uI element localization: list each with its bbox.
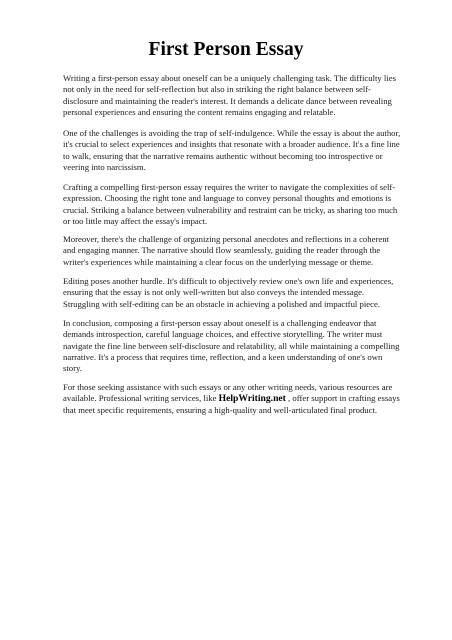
- text-line: veering into narcissism.: [63, 161, 146, 172]
- text-line: For those seeking assistance with such essays or any other writing needs, various resources are: [63, 382, 393, 392]
- helpwriting-link[interactable]: HelpWriting.net: [218, 393, 286, 405]
- text-line: Moreover, there's the challenge of organizing personal anecdotes and reflections in a coherent: [63, 234, 389, 244]
- text-line: that meet specific requirements, ensuring a high-quality and well-articulated final product.: [63, 404, 378, 415]
- text-line: narrative. It's a process that requires time, reflection, and a keen understanding of one's own: [63, 351, 383, 362]
- paragraph-3: [63, 182, 399, 227]
- text-line: crucial. Striking a balance between vulnerability and restraint can be tricky, as sharing too much: [63, 204, 398, 215]
- text-line: story.: [63, 363, 82, 373]
- text-line-with-link: [63, 393, 399, 404]
- paragraph-7: [63, 382, 399, 416]
- text-segment: , offer support in crafting essays: [285, 393, 400, 404]
- paragraph-6: [63, 318, 399, 374]
- text-line: Editing poses another hurdle. It's difficult to objectively review one's own life and experiences,: [63, 276, 394, 286]
- text-line: or too little may affect the essay's impact.: [63, 215, 208, 226]
- text-line: disclosure and maintaining the reader's interest. It demands a delicate dance between revealing: [63, 95, 392, 106]
- text-line: navigate the fine line between self-disclosure and relatability, all while maintaining a compelling: [63, 340, 400, 351]
- text-line: Struggling with self-editing can be an obstacle in achieving a polished and impactful piece.: [63, 298, 381, 309]
- text-segment: available. Professional writing services, like: [63, 393, 219, 404]
- text-line: it's crucial to select experiences and insights that resonate with a broader audience. It's a fine line: [63, 139, 400, 150]
- text-line: and engaging manner. The narrative should flow seamlessly, guiding the reader through the: [63, 245, 381, 256]
- text-line: writer's experiences while maintaining a clear focus on the underlying message or theme.: [63, 256, 374, 267]
- text-line: ensuring that the essay is not only well-written but also conveys the intended message.: [63, 287, 365, 298]
- text-line: to walk, ensuring that the narrative remains authentic without becoming too introspective or: [63, 150, 383, 161]
- text-line: One of the challenges is avoiding the trap of self-indulgence. While the essay is about the author,: [63, 128, 401, 138]
- paragraph-1: [63, 73, 399, 118]
- paragraph-4: [63, 234, 399, 268]
- paragraph-5: [63, 276, 399, 310]
- paragraph-2: [63, 128, 399, 173]
- document-title: First Person Essay: [148, 39, 304, 60]
- text-line: demands introspection, careful language choices, and effective storytelling. The writer must: [63, 329, 383, 340]
- text-line: not only in the need for self-reflection but also in striking the right balance between self-: [63, 84, 372, 95]
- text-line: expression. Choosing the right tone and language to convey personal thoughts and emotions is: [63, 193, 392, 204]
- text-line: personal experiences and ensuring the content remains engaging and relatable.: [63, 106, 336, 117]
- text-line: Crafting a compelling first-person essay requires the writer to navigate the complexities of self-: [63, 182, 396, 192]
- text-line: Writing a first-person essay about oneself can be a uniquely challenging task. The difficulty lies: [63, 73, 396, 83]
- text-line: In conclusion, composing a first-person essay about oneself is a challenging endeavor that: [63, 318, 377, 328]
